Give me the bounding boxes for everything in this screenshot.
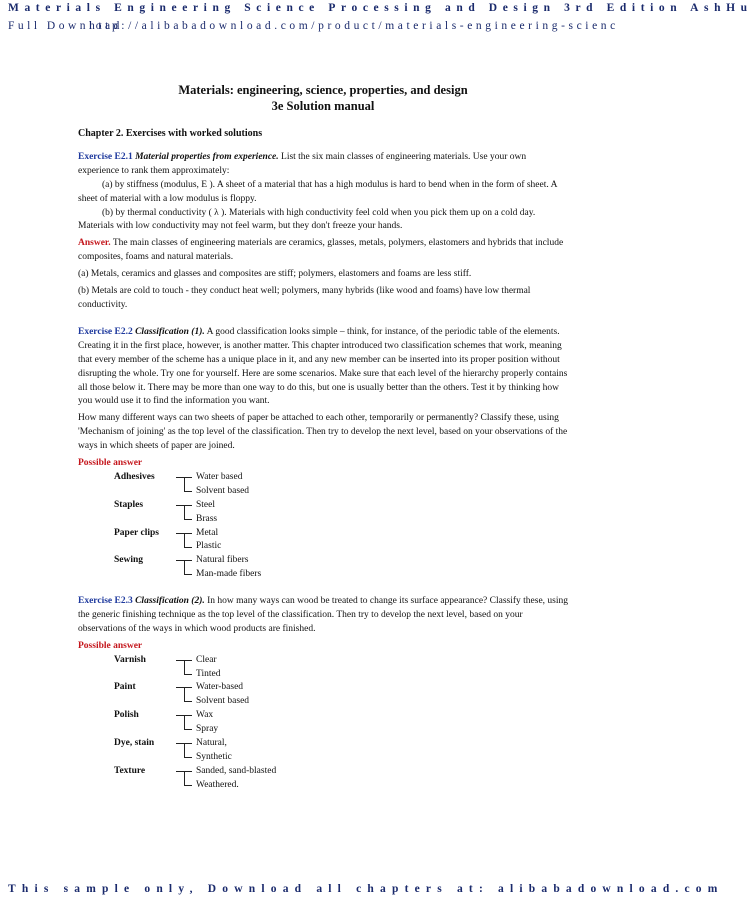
tree-leaf: Natural,	[196, 738, 227, 749]
tree-leaf: Solvent based	[196, 696, 250, 707]
tree-row	[114, 654, 568, 668]
tree-row	[114, 568, 568, 582]
answer-text: The main classes of engineering materials are ceramics, glasses, metals, polymers, elastomers and hybrids that include composites, foams and natural materials.	[78, 238, 564, 263]
exercise-text: A good classification looks simple – think, for instance, of the periodic table of the elements. Creating it in the first place, however, is another matter. This chapter introduced two classification schemes that work, meaning that every member of the scheme has a unique place in it, and any new member can be inserted into its proper position without disrupting the whole. Try one for yourself. Here are some scenarios. Make sure that each level of the hierarchy properly contains all those below it. There may be more than one way to do this, but one is usually better than the others. Test it by thinking how you would use it to find the information you want.	[78, 326, 568, 407]
tree-leaf: Synthetic	[196, 751, 232, 762]
tree-group	[114, 709, 568, 737]
answer-part-a: (a) Metals, ceramics and glasses and composites are stiff; polymers, elastomers and foams are less stiff.	[78, 269, 472, 280]
chapter-title: Chapter 2. Exercises with worked solutions	[78, 128, 263, 139]
exercise-e2-3-intro	[78, 595, 568, 637]
tree-row	[114, 751, 568, 765]
possible-answer-label: Possible answer	[78, 640, 143, 651]
tree-leaf: Steel	[196, 499, 215, 510]
exercise-e2-1-part-b: (b) by thermal conductivity ( λ ). Materials with high conductivity feel cold when you pick them up on a cold day. Materials with low conductivity may not feel warm, but they don't freeze your hands.	[78, 207, 536, 232]
tree-leaf: Sanded, sand-blasted	[196, 765, 277, 776]
exercise-label: Exercise E2.3	[78, 596, 133, 607]
exercise-text: In how many ways can wood be treated to change its surface appearance? Classify these, using the generic finishing technique as the top level of the classification. Then try to develop the next level, based on your observations of the ways in which wood products are finished.	[78, 596, 569, 634]
tree-branch-connector	[176, 709, 192, 723]
tree-branch-connector	[176, 471, 192, 485]
tree-row	[114, 723, 568, 737]
classification-tree-wood-finishing	[114, 654, 568, 793]
tree-group	[114, 765, 568, 793]
tree-leaf: Plastic	[196, 541, 222, 552]
answer-label: Answer.	[78, 238, 111, 249]
tree-row	[114, 695, 568, 709]
banner-title: Materials Engineering Science Processing and Design 3rd Edition AshHu	[8, 2, 753, 14]
tree-group	[114, 554, 568, 582]
exercise-title: Material properties from experience.	[135, 151, 279, 162]
exercise-e2-1-intro	[78, 151, 568, 179]
tree-branch-connector	[176, 527, 192, 541]
tree-category: Sewing	[114, 555, 144, 566]
exercise-label: Exercise E2.1	[78, 151, 133, 162]
tree-row	[114, 737, 568, 751]
tree-row	[114, 471, 568, 485]
tree-category: Staples	[114, 499, 144, 510]
tree-category: Paper clips	[114, 527, 159, 538]
exercise-title: Classification (2).	[135, 596, 205, 607]
tree-branch-connector	[176, 554, 192, 568]
exercise-text: List the six main classes of engineering materials. Use your own experience to rank them approximately:	[78, 151, 527, 176]
answer-part-b: (b) Metals are cold to touch - they conduct heat well; polymers, many hybrids (like wood and foams) have low thermal conductivity.	[78, 286, 531, 310]
tree-group	[114, 471, 568, 499]
tree-branch-connector	[176, 681, 192, 695]
banner-download-label: Full Download	[8, 20, 123, 32]
document-heading	[78, 82, 568, 114]
tree-leaf: Brass	[196, 513, 218, 524]
tree-row	[114, 513, 568, 527]
tree-row	[114, 540, 568, 554]
tree-branch-connector	[176, 737, 192, 751]
exercise-e2-1-answer	[78, 237, 568, 265]
exercise-label: Exercise E2.2	[78, 326, 133, 337]
heading-line-2: 3e Solution manual	[271, 99, 375, 113]
tree-group	[114, 654, 568, 682]
banner-download-link[interactable]: http://alibabadownload.com/product/materials-engineering-scienc	[89, 20, 619, 32]
tree-category: Adhesives	[114, 471, 155, 482]
heading-line-1: Materials: engineering, science, properties, and design	[178, 83, 468, 97]
exercise-e2-3	[78, 595, 568, 793]
tree-category: Paint	[114, 682, 136, 693]
tree-branch-connector	[176, 499, 192, 513]
tree-row	[114, 485, 568, 499]
classification-tree-paper-joining	[114, 471, 568, 582]
tree-row	[114, 499, 568, 513]
tree-leaf: Clear	[196, 654, 217, 665]
exercise-title: Classification (1).	[135, 326, 205, 337]
tree-leaf: Tinted	[196, 668, 221, 679]
possible-answer-label: Possible answer	[78, 458, 143, 469]
tree-row	[114, 668, 568, 682]
tree-row	[114, 554, 568, 568]
tree-branch-connector	[176, 654, 192, 668]
tree-leaf: Wax	[196, 710, 214, 721]
document-body	[78, 82, 568, 793]
tree-leaf: Weathered.	[196, 779, 239, 790]
tree-branch-connector	[176, 765, 192, 779]
tree-group	[114, 737, 568, 765]
tree-row	[114, 779, 568, 793]
tree-row	[114, 527, 568, 541]
tree-row	[114, 681, 568, 695]
tree-row	[114, 709, 568, 723]
banner-footer[interactable]: This sample only, Download all chapters at: alibabadownload.com	[8, 883, 724, 895]
banner-download-line	[8, 20, 638, 32]
tree-group	[114, 527, 568, 555]
tree-category: Texture	[114, 765, 146, 776]
tree-leaf: Solvent based	[196, 485, 250, 496]
tree-group	[114, 499, 568, 527]
tree-category: Dye, stain	[114, 738, 155, 749]
exercise-e2-1-part-a: (a) by stiffness (modulus, E ). A sheet of a material that has a high modulus is hard to bend when in the form of sheet. A sheet of material with a low modulus is floppy.	[78, 179, 557, 204]
tree-leaf: Water based	[196, 471, 243, 482]
tree-leaf: Man-made fibers	[196, 569, 262, 580]
exercise-e2-2-intro	[78, 326, 568, 409]
tree-leaf: Spray	[196, 724, 219, 735]
tree-leaf: Water-based	[196, 682, 244, 693]
exercise-e2-2-question: How many different ways can two sheets of paper be attached to each other, temporarily or permanently? Classify these, using 'Mechanism of joining' as the top level of the classification. Then try to develop the next level, based on your observations of the ways in which sheets of paper are joined.	[78, 413, 568, 452]
exercise-e2-1	[78, 151, 568, 313]
tree-category: Polish	[114, 710, 139, 721]
tree-category: Varnish	[114, 654, 146, 665]
exercise-e2-2	[78, 326, 568, 582]
tree-leaf: Metal	[196, 527, 219, 538]
tree-row	[114, 765, 568, 779]
tree-leaf: Natural fibers	[196, 555, 249, 566]
tree-group	[114, 681, 568, 709]
